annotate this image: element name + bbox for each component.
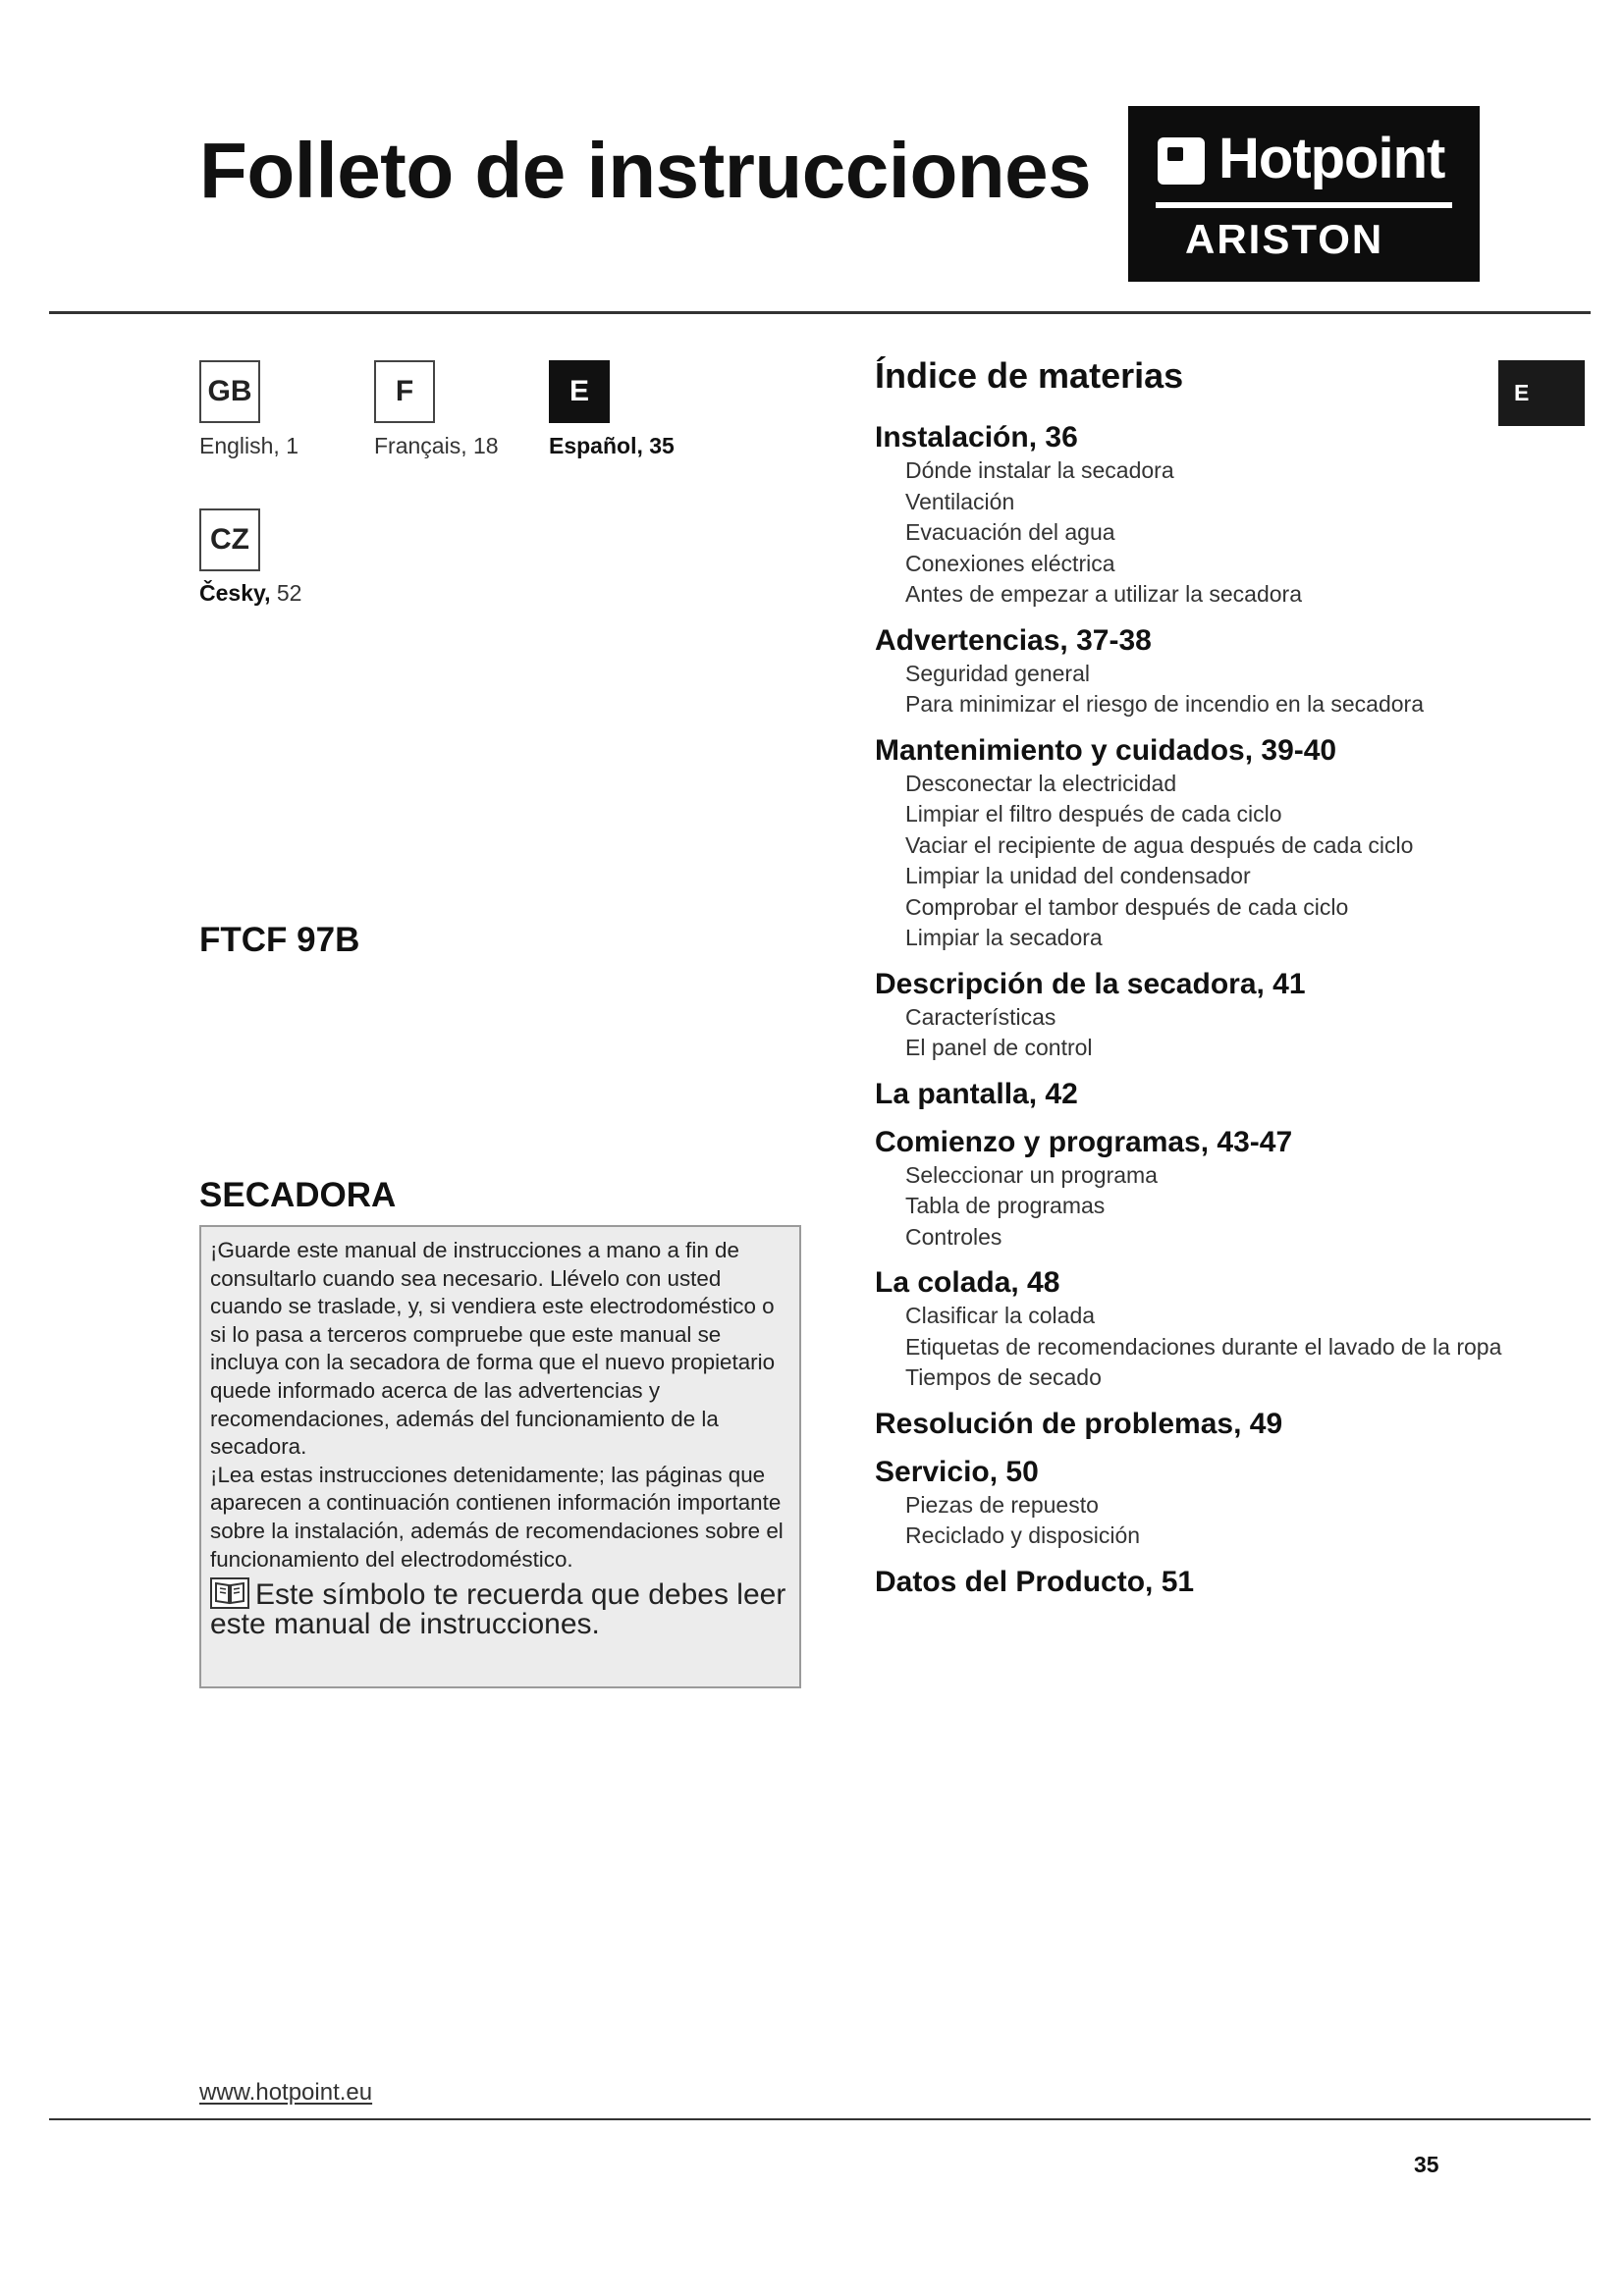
toc-item[interactable]: Reciclado y disposición (905, 1522, 1141, 1548)
product-type: SECADORA (199, 1176, 397, 1214)
toc-item[interactable]: Ventilación (905, 488, 1015, 514)
toc-item-list (875, 769, 1503, 954)
toc-item[interactable]: Seleccionar un programa (905, 1161, 1158, 1188)
language-name-gb: English, (199, 433, 280, 458)
toc-item[interactable]: Seguridad general (905, 660, 1090, 686)
toc-section (875, 1265, 1503, 1394)
language-label-cz (199, 580, 301, 607)
model-number: FTCF 97B (199, 921, 360, 959)
logo-brand-ariston: ARISTON (1185, 216, 1384, 262)
toc-item[interactable]: Para minimizar el riesgo de incendio en la secadora (905, 691, 1425, 717)
toc-section-heading[interactable]: La pantalla, 42 (875, 1077, 1078, 1110)
language-label-gb (199, 433, 298, 459)
language-name-e: Español, (549, 433, 643, 458)
toc-section (875, 1565, 1503, 1600)
toc-section-heading[interactable]: Datos del Producto, 51 (875, 1565, 1195, 1598)
toc-item[interactable]: Características (905, 1003, 1056, 1030)
toc-item[interactable]: Conexiones eléctrica (905, 550, 1115, 576)
language-side-tab: E (1498, 360, 1585, 426)
website-link[interactable]: www.hotpoint.eu (199, 2079, 373, 2106)
toc-section (875, 1407, 1503, 1442)
language-box-f[interactable]: F (374, 360, 435, 423)
toc-section-heading[interactable]: Comienzo y programas, 43-47 (875, 1125, 1293, 1158)
toc-item[interactable]: Piezas de repuesto (905, 1491, 1099, 1518)
toc-section (875, 1125, 1503, 1254)
notice-box (199, 1225, 801, 1688)
language-box-gb[interactable]: GB (199, 360, 260, 423)
toc-section (875, 733, 1503, 954)
toc-item[interactable]: Clasificar la colada (905, 1303, 1096, 1328)
table-of-contents (875, 420, 1503, 1613)
toc-section-heading[interactable]: La colada, 48 (875, 1266, 1060, 1299)
header-rule (49, 311, 1591, 314)
toc-item-list (875, 659, 1503, 721)
toc-item[interactable]: Comprobar el tambor después de cada ciclo (905, 893, 1349, 920)
language-page-f: 18 (472, 433, 499, 458)
toc-item[interactable]: Vaciar el recipiente de agua después de cada ciclo (905, 831, 1414, 858)
document-title: Folleto de instrucciones (199, 127, 1092, 214)
logo-brand-hotpoint: Hotpoint (1218, 127, 1445, 190)
toc-item[interactable]: Controles (905, 1223, 1002, 1250)
toc-item-list (875, 1301, 1503, 1394)
language-page-gb: 1 (286, 433, 299, 458)
language-box-cz[interactable]: CZ (199, 508, 260, 571)
language-page-cz: 52 (276, 580, 302, 606)
notice-symbol-line (210, 1577, 789, 1639)
toc-item[interactable]: Antes de empezar a utilizar la secadora (905, 581, 1302, 607)
notice-paragraph-read-carefully: ¡Lea estas instrucciones detenidamente; las páginas que aparecen a continuación contienen información importante sobre la instalación, además de recomendaciones sobre el funcionamiento del electrodoméstico. (210, 1462, 784, 1572)
toc-title: Índice de materias (875, 355, 1184, 396)
page-number: 35 (1414, 2152, 1439, 2177)
toc-section (875, 1455, 1503, 1552)
toc-item-list (875, 455, 1503, 611)
language-page-e: 35 (649, 433, 675, 458)
notice-symbol-text: Este símbolo te recuerda que debes leer este manual de instrucciones. (210, 1578, 786, 1641)
toc-item-list (875, 1002, 1503, 1064)
toc-section-heading[interactable]: Descripción de la secadora, 41 (875, 967, 1306, 1000)
toc-item-list (875, 1490, 1503, 1552)
toc-section-heading[interactable]: Advertencias, 37-38 (875, 623, 1152, 657)
toc-item[interactable]: Limpiar la unidad del condensador (905, 863, 1251, 888)
toc-item[interactable]: Tiempos de secado (905, 1364, 1102, 1390)
toc-item[interactable]: El panel de control (905, 1035, 1093, 1060)
toc-section (875, 623, 1503, 721)
toc-item[interactable]: Etiquetas de recomendaciones durante el lavado de la ropa (905, 1333, 1502, 1360)
toc-item[interactable]: Limpiar la secadora (905, 925, 1103, 950)
toc-item-list (875, 1160, 1503, 1254)
toc-item[interactable]: Dónde instalar la secadora (905, 457, 1174, 483)
toc-section-heading[interactable]: Mantenimiento y cuidados, 39-40 (875, 733, 1337, 767)
language-name-f: Français, (374, 433, 467, 458)
toc-item[interactable]: Desconectar la electricidad (905, 770, 1177, 796)
language-box-e[interactable]: E (549, 360, 610, 423)
toc-section-heading[interactable]: Servicio, 50 (875, 1455, 1039, 1488)
toc-item[interactable]: Evacuación del agua (905, 519, 1115, 545)
notice-paragraph-keep-manual: ¡Guarde este manual de instrucciones a mano a fin de consultarlo cuando sea necesario. Llévelo con usted cuando se traslade, y, si vendiera este electrodoméstico o si lo pasa a terceros compruebe que este manual se incluya con la secadora de forma que el nuevo propietario quede informado acerca de las advertencias y recomendaciones, además del funcionamiento de la secadora. (210, 1238, 776, 1460)
toc-section-heading[interactable]: Resolución de problemas, 49 (875, 1407, 1283, 1440)
logo-square-icon (1158, 137, 1205, 185)
toc-section (875, 1077, 1503, 1112)
logo-divider (1156, 202, 1452, 208)
toc-section (875, 420, 1503, 611)
book-icon (210, 1577, 249, 1609)
hotpoint-ariston-logo (1128, 106, 1480, 282)
language-label-e (549, 433, 675, 459)
footer-rule (49, 2118, 1591, 2120)
language-label-f (374, 433, 499, 459)
toc-section-heading[interactable]: Instalación, 36 (875, 421, 1078, 454)
toc-section (875, 967, 1503, 1064)
language-name-cz: Česky, (199, 580, 271, 606)
toc-item[interactable]: Tabla de programas (905, 1193, 1106, 1218)
toc-item[interactable]: Limpiar el filtro después de cada ciclo (905, 801, 1282, 827)
